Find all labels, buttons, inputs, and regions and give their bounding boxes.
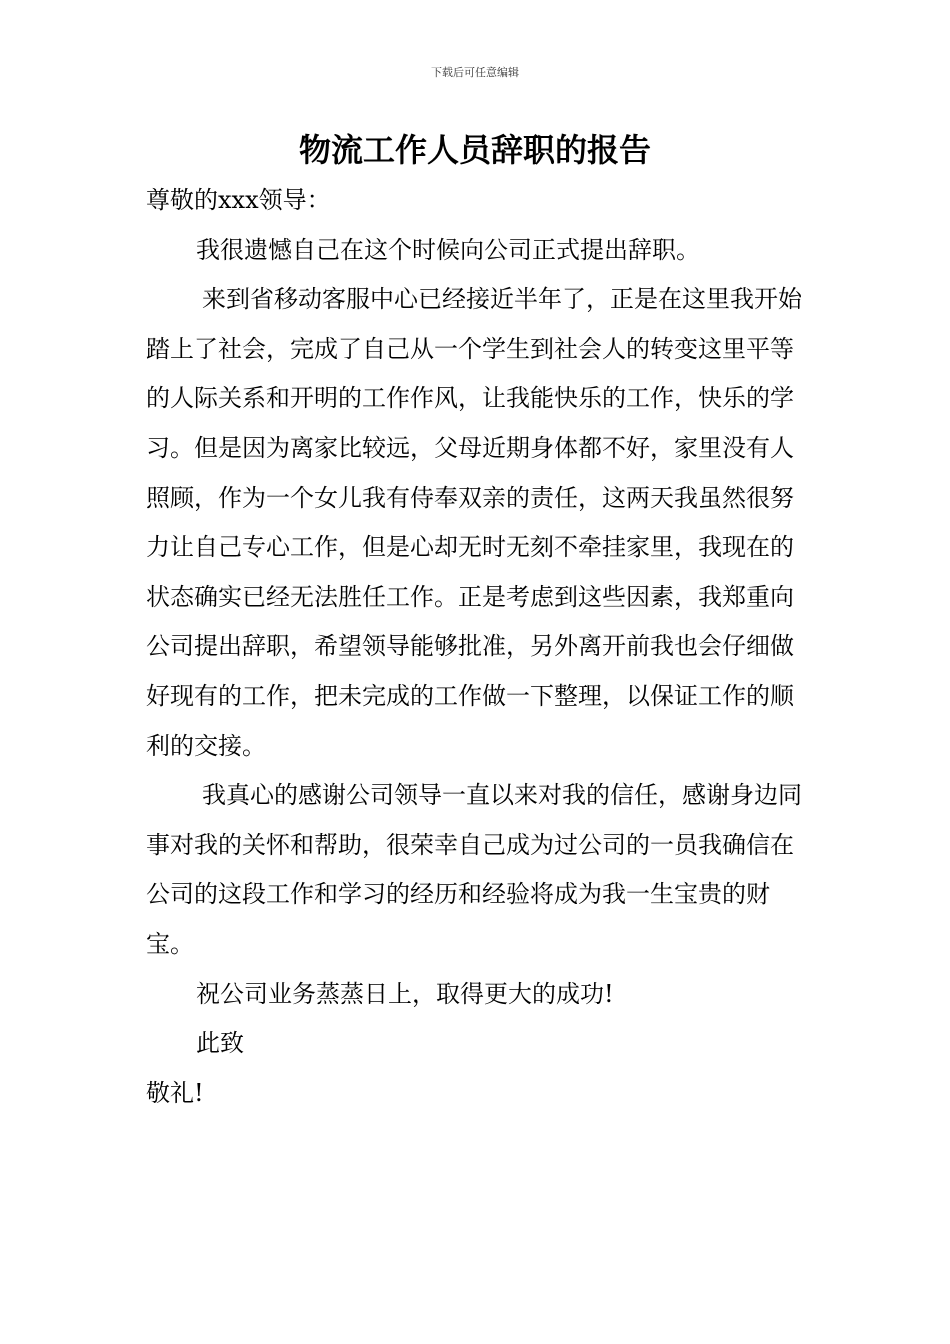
opening-paragraph: 我很遗憾自己在这个时候向公司正式提出辞职。: [196, 235, 700, 264]
wishes-paragraph: 祝公司业务蒸蒸日上，取得更大的成功!: [196, 979, 614, 1008]
salutation: 尊敬的xxx领导：: [146, 186, 331, 214]
reason-paragraph: 来到省移动客服中心已经接近半年了，正是在这里我开始踏上了社会，完成了自己从一个学生到社会人的转变这里平等的人际关系和开明的工作作风，让我能快乐的工作，快乐的学习。但是因为离家比较远，父母近期身体都不好，家里没有人照顾，作为一个女儿我有侍奉双亲的责任，这两天我虽然很努力让自己专心工作，但是心却无时无刻不牵挂家里，我现在的状态确实已经无法胜任工作。正是考虑到这些因素，我郑重向公司提出辞职，希望领导能够批准，另外离开前我也会仔细做好现有的工作，把未完成的工作做一下整理，以保证工作的顺利的交接。: [146, 285, 802, 760]
thanks-paragraph: 我真心的感谢公司领导一直以来对我的信任，感谢身边同事对我的关怀和帮助，很荣幸自己成为过公司的一员我确信在公司的这段工作和学习的经历和经验将成为我一生宝贵的财宝。: [146, 781, 802, 958]
document-title: 物流工作人员辞职的报告: [298, 131, 651, 169]
header-note: 下载后可任意编辑: [431, 66, 519, 79]
letter-body: [146, 176, 810, 1118]
closing-line-2: 敬礼!: [146, 1078, 204, 1107]
closing-line-1: 此致: [196, 1029, 244, 1058]
